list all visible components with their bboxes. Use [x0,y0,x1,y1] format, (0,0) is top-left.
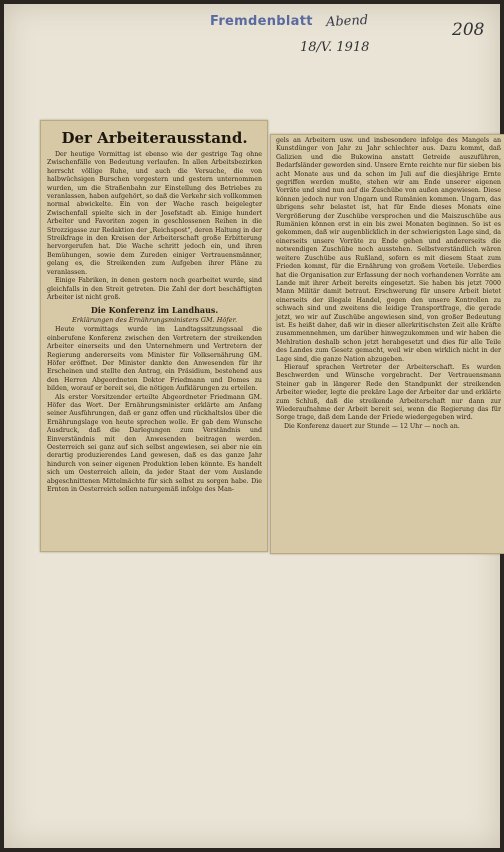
subheading-note: Erklärungen des Ernährungsministers GM. Höfer. [71,316,238,325]
newspaper-stamp: Fremdenblatt [210,14,313,29]
paragraph: Der heutige Vormittag ist ebenso wie der gestrige Tag ohne Zwischenfälle von Bedeutung verlaufen. In allen Arbeitsbezirken herrscht völlige Ruhe, und auch die Versuche, die von halbwüchsigen Burschen vorgestern und gestern unternommen wurden, um die Straßenbahn zur Einstellung des Betriebes zu veranlassen, haben aufgehört, so daß die Verkehr sich vollkommen normal abwickelte. Ein von der Wache rasch beigelegter Zwischenfall spielte sich in der Josefstadt ab. Einige hundert Arbeiter und Favoriten zogen in geschlossenen Reihen in die Strozzigasse zur Redaktion der „Reichspost", deren Haltung in der Streikfrage in den Kreisen der Arbeiterschaft große Erbitterung hervorgerufen hat. Die Wache schritt jedoch ein, und ihren Bemühungen, sowie dem Zureden einiger Vertrauensmänner, gelang es, die Streikenden zum Aufgeben ihrer Pläne zu veranlassen. [47,151,262,276]
paragraph: gels an Arbeitern usw. und insbesondere infolge des Mangels an Kunstdünger von Jahr zu Jahr schlechter aus. Dazu kommt, daß Galizien und die Bukowina anstatt Getreide auszuführen, Bedarfsländer geworden sind. Unsere Ernte reichte nur für sieben bis acht Monate aus und da schon im Juli auf die diesjährige Ernte gegriffen werden mußte, stehen wir am Ende unserer eigenen Vorräte und sind nun auf die Zuschübe von außen angewiesen. Diese können jedoch nur von Ungarn und Rumänien kommen. Ungarn, das übrigens sehr belastet ist, hat für Ende dieses Monats eine Vergrößerung der Zuschübe versprochen und die Maiszuschübe aus Rumänien können erst in ein bis zwei Monaten beginnen. So ist es gekommen, daß wir augenblicklich in der schwierigsten Lage sind, da einerseits unsere Vorräte zu Ende gehen und andererseits die notwendigen Zuschübe noch ausstehen. Selbstverständlich wären weitere Zuschübe aus Rußland, sofern es mit diesem Staat zum Frieden kommt, für die Ernährung von großem Vorteile. Ueberdies hat die Organisation zur Erfassung der noch vorhandenen Vorräte am Lande mit ihrer Arbeit bereits eingesetzt. Sie haben bis jetzt 7000 Mann Militär damit betraut. Erschwerung für unsere Arbeit bietet einerseits der illegale Handel, gegen den unsere Kontrollen zu schwach sind und zweitens die leidige Transportfrage, die gerade jetzt, wo wir auf Zuschübe angewiesen sind, von großer Bedeutung ist. Es heißt daher, daß wir in dieser allerkritischsten Zeit alle Kräfte zusammennehmen, um darüber hinwegzukommen und wir haben die Mehlration deshalb schon jetzt herabgesetzt und dies für alle Teile des Landes zum Gesetz gemacht, weil wir eben wirklich nicht in der Lage sind, die ganze Nation abzugeben. [276,137,501,363]
clipping-left-column [40,120,268,552]
archive-page [4,4,500,848]
paragraph: Als erster Vorsitzender erteilte Abgeordneter Friedmann GM. Höfer das Wort. Der Ernährungsminister erklärte am Anfang seiner Ausführungen, daß er ganz offen und rückhaltslos über die Ernährungslage von heute sprechen wolle. Er gab dem Wunsche Ausdruck, daß die Darlegungen zum Verständnis und Einverständnis mit den Anwesenden beitragen werden. Oesterreich sei ganz auf sich selbst angewiesen, sei aber nie ein derartig produzierendes Land gewesen, daß es das ganze Jahr hindurch von seiner eigenen Produktion leben könnte. Es handelt sich um Oesterreich allein, da jeder Staat der vom Auslande abgeschnittenen Mittelmächte für sich selbst zu sorgen habe. Die Ernten in Oesterreich sollen naturgemäß infolge des Man- [47,393,262,494]
paragraph: Hierauf sprachen Vertreter der Arbeiterschaft. Es wurden Beschwerden und Wünsche vorgebracht. Der Vertrauensmann Steiner gab in längerer Rede den Standpunkt der streikenden Arbeiter wieder, legte die prekäre Lage der Arbeiter dar und erklärte zum Schluß, daß die streikende Arbeiterschaft nur dann zur Wiederaufnahme der Arbeit bereit sei, wenn die Regierung das für Sorge trage, daß dem Lande der Friede wiedergegeben wird. [276,363,501,422]
subheading: Die Konferenz im Landhaus. [90,305,219,316]
handwritten-date: 18/V. 1918 [300,40,370,55]
paragraph: Einige Fabriken, in denen gestern noch gearbeitet wurde, sind gleichfalls in den Streit getreten. Die Zahl der dort beschäftigten Arbeiter ist nicht groß. [47,277,262,301]
article-headline: Der Arbeiterausstand. [61,129,248,147]
clipping-right-column [270,134,504,554]
page-number: 208 [452,20,485,40]
handwritten-edition: Abend [325,12,369,31]
paragraph: Heute vormittags wurde im Landtagssitzungssaal die einberufene Konferenz zwischen den Vertretern der streikenden Arbeiter einerseits und den Unternehmern und Vertretern der Regierung andererseits vom Minister für Volksernährung GM. Höfer eröffnet. Der Minister dankte den Anwesenden für ihr Erscheinen und stellte den Antrag, ein Präsidium, bestehend aus den Herren Abgeordneten Doktor Friedmann und Domes zu bilden, worauf er bereit sei, die nötigen Aufklärungen zu erteilen. [47,326,262,393]
paragraph: Die Konferenz dauert zur Stunde — 12 Uhr — noch an. [284,422,460,430]
